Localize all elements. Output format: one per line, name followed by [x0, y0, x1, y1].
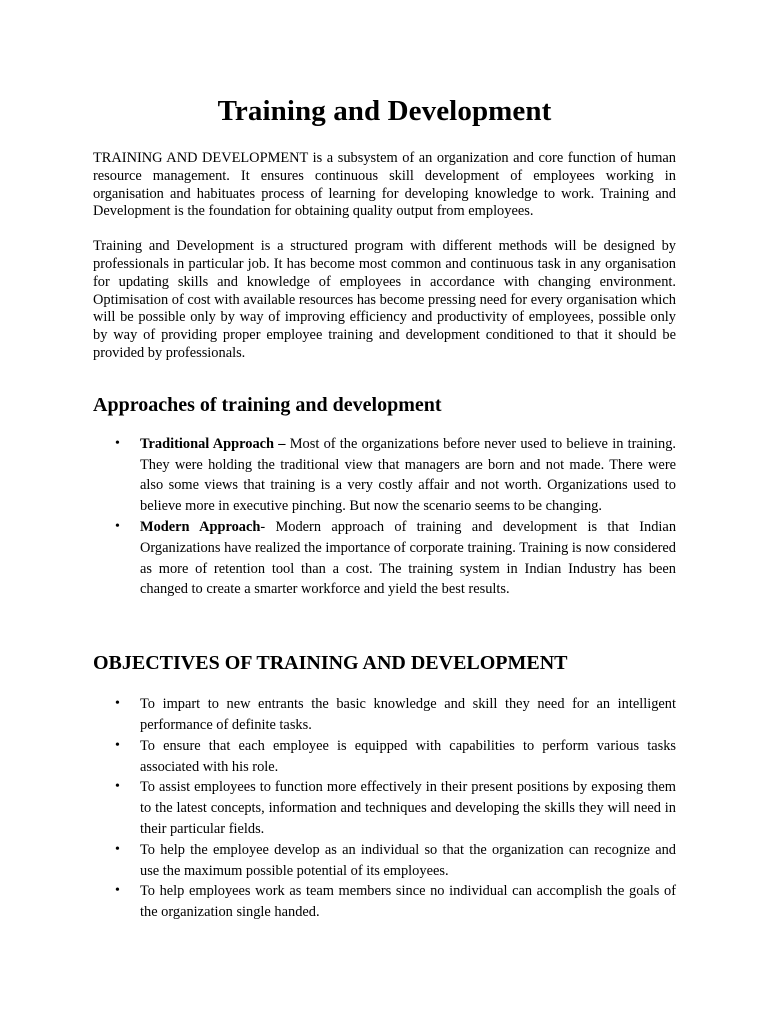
document-title: Training and Development	[217, 95, 552, 127]
approach-term: Traditional Approach –	[140, 435, 286, 452]
bullet-icon: •	[115, 518, 120, 534]
intro-paragraph-1: TRAINING AND DEVELOPMENT is a subsystem of an organization and core function of human resource management. It ensures continuous skill development of employees working in organisation and habituates process of learning for developing knowledge to work. Training and Development is the foundation for obtaining quality output from employees.	[93, 150, 676, 220]
objective-text: To help employees work as team members since no individual can accomplish the goals of the organization single handed.	[140, 883, 676, 921]
approach-term: Modern Approach	[140, 518, 261, 535]
objective-item	[115, 840, 676, 882]
approach-item-traditional	[115, 434, 676, 517]
objective-text: To help the employee develop as an individual so that the organization can recognize and use the maximum possible potential of its employees.	[140, 841, 676, 879]
intro-paragraph-2: Training and Development is a structured program with different methods will be designed by professionals in particular job. It has become most common and continuous task in any organisation for updating skills and knowledge of employees in accordance with changing environment. Optimisation of cost with available resources has become pressing need for every organisation which will be possible only by way of improving efficiency and productivity of employees, possible only by way of providing proper employee training and development conditioned to that it should be provided by professionals.	[93, 238, 676, 361]
objectives-heading: OBJECTIVES OF TRAINING AND DEVELOPMENT	[93, 652, 568, 675]
bullet-icon: •	[115, 435, 120, 451]
approach-text: - Modern approach of training and development is that Indian Organizations have realized the importance of corporate training. Training is now considered as more of retention tool than a cost. The training system in Indian Industry has been changed to create a smarter workforce and yield the best results.	[140, 518, 677, 598]
objective-item	[115, 881, 676, 923]
objective-text: To impart to new entrants the basic knowledge and skill they need for an intelligent performance of definite tasks.	[140, 696, 676, 733]
objective-text: To assist employees to function more effectively in their present positions by exposing them to the latest concepts, information and techniques and developing the skills they will need in their particular fields.	[140, 779, 676, 837]
approach-text: Most of the organizations before never used to believe in training. They were holding the traditional view that managers are born and not made. There were also some views that training is a very costly affair and not worth. Organizations used to believe more in executive pinching. But now the scenario seems to be changing.	[140, 435, 676, 515]
bullet-icon: •	[115, 841, 120, 857]
objective-text: To ensure that each employee is equipped with capabilities to perform various tasks associated with his role.	[140, 737, 676, 775]
approaches-heading: Approaches of training and development	[93, 393, 442, 416]
bullet-icon: •	[115, 883, 120, 899]
bullet-icon: •	[115, 779, 120, 795]
objectives-list	[93, 694, 676, 923]
bullet-icon: •	[115, 696, 120, 712]
objective-item	[115, 777, 676, 839]
approach-item-modern	[115, 517, 677, 600]
bullet-icon: •	[115, 737, 120, 753]
objective-item	[115, 736, 676, 778]
approaches-list	[93, 434, 676, 600]
objective-item	[115, 694, 676, 736]
